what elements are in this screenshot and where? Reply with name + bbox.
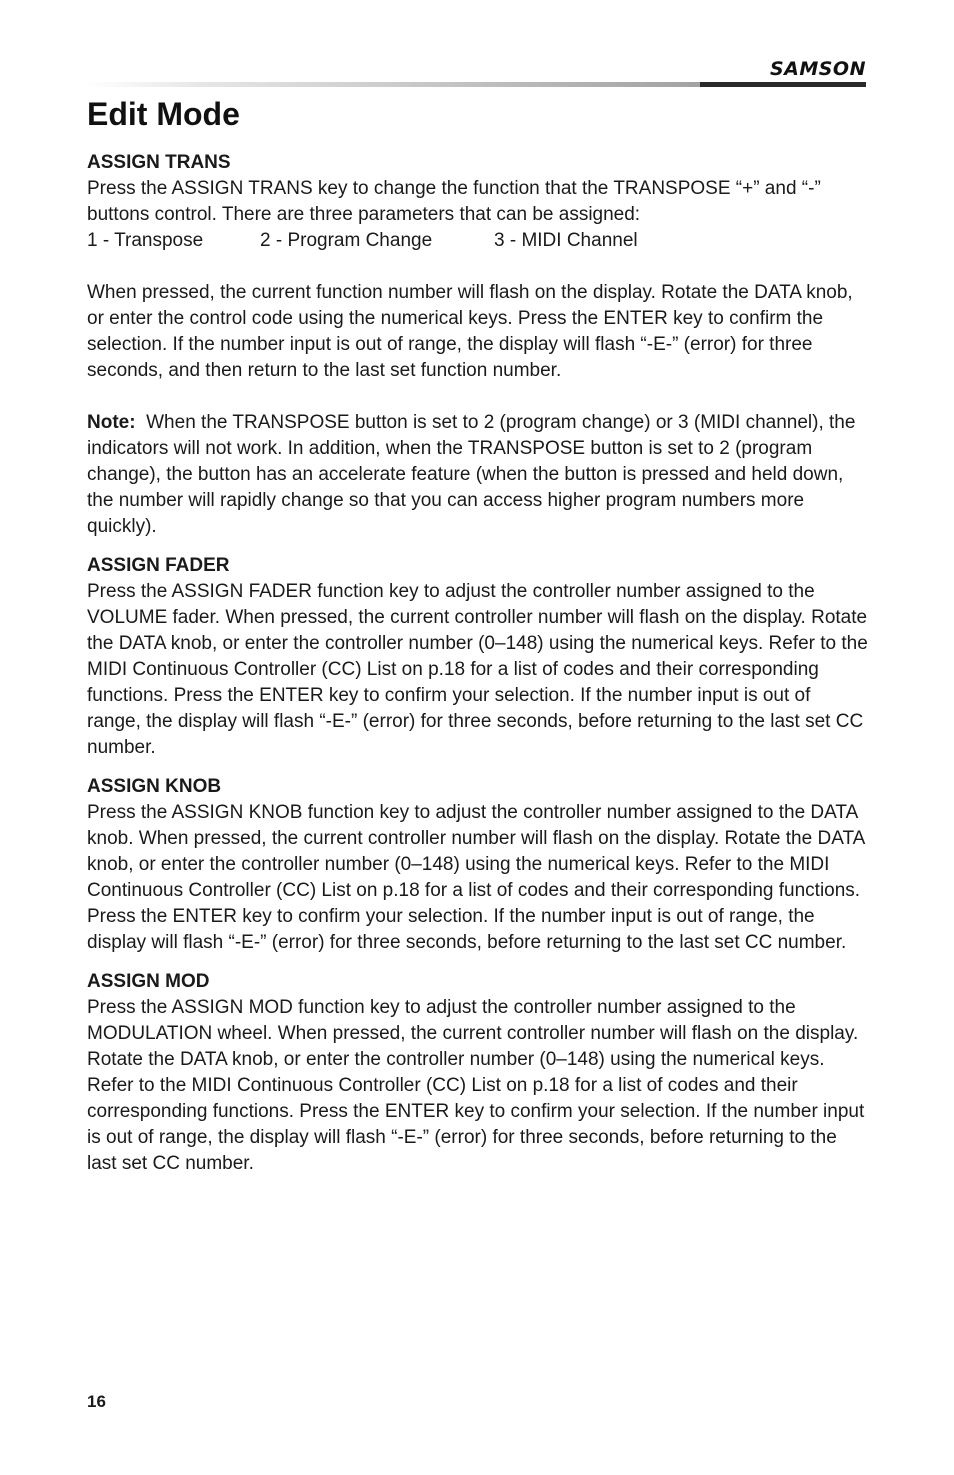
parameter-item: 3 - MIDI Channel	[494, 230, 638, 251]
parameter-list	[87, 228, 869, 254]
section-heading: ASSIGN MOD	[87, 971, 210, 992]
section-heading: ASSIGN TRANS	[87, 152, 231, 173]
page-title: Edit Mode	[87, 96, 240, 132]
section-paragraph: Press the ASSIGN TRANS key to change the function that the TRANSPOSE “+” and “-” buttons control. There are three parameters that can be assigned:	[87, 178, 821, 225]
section-assign-trans	[87, 150, 869, 540]
parameter-item: 2 - Program Change	[260, 230, 433, 251]
note-paragraph	[87, 410, 869, 540]
section-assign-knob	[87, 774, 869, 956]
section-paragraph: Press the ASSIGN FADER function key to adjust the controller number assigned to the VOLUME fader. When pressed, the current controller number will flash on the display. Rotate the DATA knob, or enter the controller number (0–148) using the numerical keys. Refer to the MIDI Continuous Controller (CC) List on p.18 for a list of codes and their corresponding functions. Press the ENTER key to confirm your selection. If the number input is out of range, the display will flash “-E-” (error) for three seconds, before returning to the last set CC number.	[87, 581, 868, 758]
page-number: 16	[87, 1392, 106, 1411]
note-label: Note:	[87, 412, 136, 433]
section-paragraph: Press the ASSIGN KNOB function key to adjust the controller number assigned to the DATA knob. When pressed, the current controller number will flash on the display. Rotate the DATA knob, or enter the controller number (0–148) using the numerical keys. Refer to the MIDI Continuous Controller (CC) List on p.18 for a list of codes and their corresponding functions. Press the ENTER key to confirm your selection. If the number input is out of range, the display will flash “-E-” (error) for three seconds, before returning to the last set CC number.	[87, 802, 865, 953]
section-heading: ASSIGN FADER	[87, 555, 230, 576]
section-assign-mod	[87, 969, 869, 1177]
section-paragraph: Press the ASSIGN MOD function key to adjust the controller number assigned to the MODULATION wheel. When pressed, the current controller number will flash on the display. Rotate the DATA knob, or enter the controller number (0–148) using the numerical keys. Refer to the MIDI Continuous Controller (CC) List on p.18 for a list of codes and their corresponding functions. Press the ENTER key to confirm your selection. If the number input is out of range, the display will flash “-E-” (error) for three seconds, before returning to the last set CC number.	[87, 997, 865, 1174]
section-heading: ASSIGN KNOB	[87, 776, 222, 797]
note-text: When the TRANSPOSE button is set to 2 (program change) or 3 (MIDI channel), the indicators will not work. In addition, when the TRANSPOSE button is set to 2 (program change), the button has an accelerate feature (when the button is pressed and held down, the number will rapidly change so that you can access higher program numbers more quickly).	[87, 412, 856, 537]
header-rule-accent	[700, 82, 866, 87]
section-assign-fader	[87, 553, 869, 761]
page-content	[87, 92, 869, 1185]
samson-logo: SAMSON	[769, 58, 866, 80]
section-paragraph: When pressed, the current function number will flash on the display. Rotate the DATA knob, or enter the control code using the numerical keys. Press the ENTER key to confirm the selection. If the number input is out of range, the display will flash “-E-” (error) for three seconds, and then return to the last set function number.	[87, 282, 853, 381]
parameter-item: 1 - Transpose	[87, 230, 204, 251]
